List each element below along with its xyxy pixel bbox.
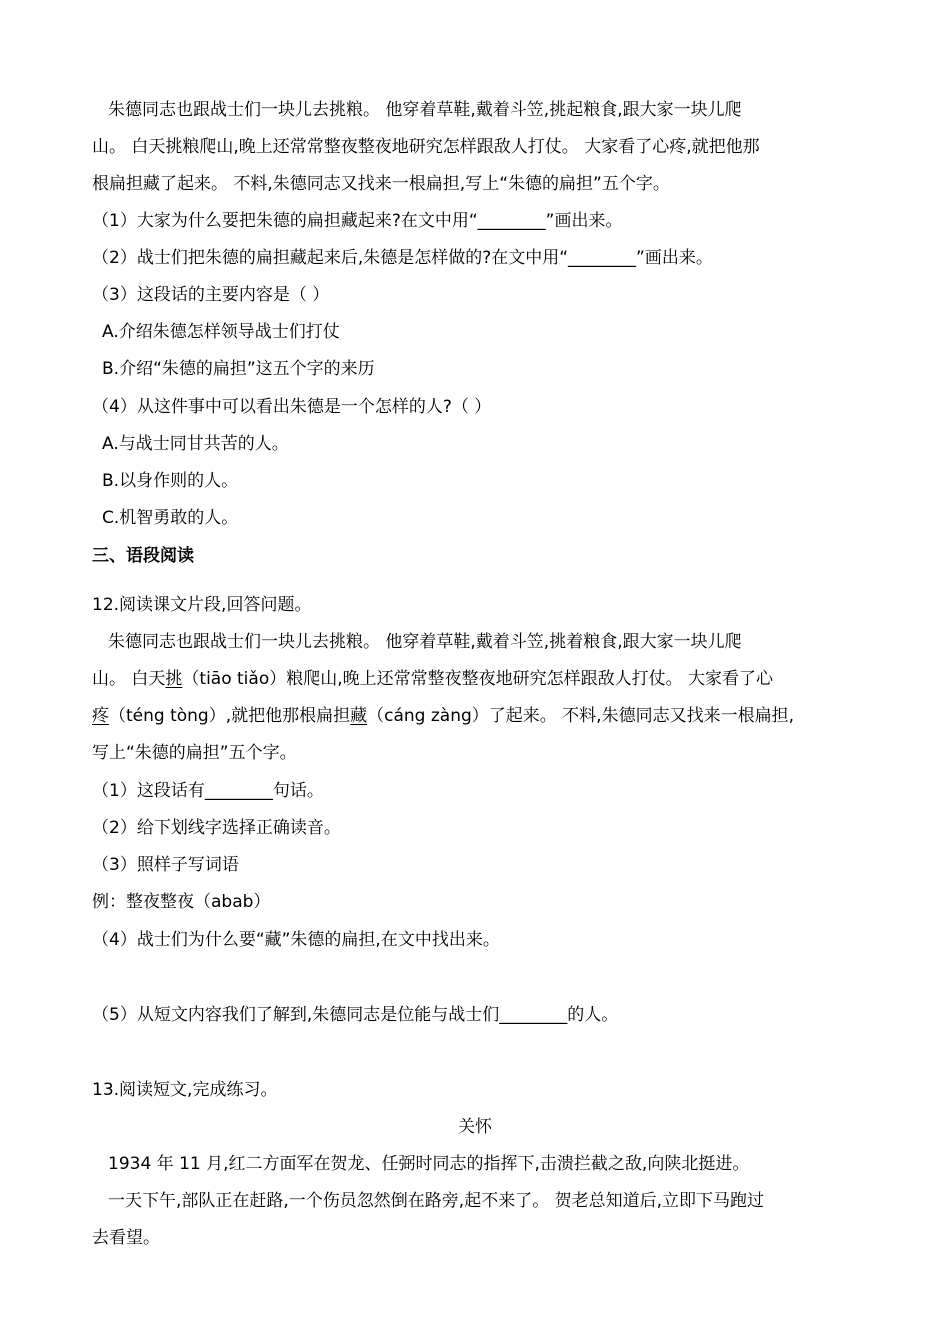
question-item: （4）从这件事中可以看出朱德是一个怎样的人?（ ） — [92, 397, 492, 417]
text-segment: （tiāo tiǎo）粮爬山,晚上还常常整夜整夜地研究怎样跟敌人打仗。 大家看了心 — [182, 669, 774, 689]
story-line: 1934 年 11 月,红二方面军在贺龙、任弼时同志的指挥下,击溃拦截之敌,向陕北挺进。 — [108, 1154, 750, 1174]
answer-option: A.介绍朱德怎样领导战士们打仗 — [102, 322, 340, 342]
text-segment: （téng tòng）,就把他那根扁担 — [109, 706, 351, 726]
question-title: 13.阅读短文,完成练习。 — [92, 1080, 278, 1100]
answer-option: B.以身作则的人。 — [102, 471, 239, 491]
question-title: 12.阅读课文片段,回答问题。 — [92, 595, 312, 615]
underlined-char: 挑 — [165, 669, 183, 689]
story-line: 一天下午,部队正在赶路,一个伤员忽然倒在路旁,起不来了。 贺老总知道后,立即下马跑过 — [108, 1191, 765, 1211]
question-item: （3）照样子写词语 — [92, 855, 239, 875]
passage-line: 写上“朱德的扁担”五个字。 — [92, 743, 297, 763]
passage-line: 朱德同志也跟战士们一块儿去挑粮。 他穿着草鞋,戴着斗笠,挑着粮食,跟大家一块儿爬 — [108, 632, 742, 652]
passage-line: 山。 白天挑粮爬山,晚上还常常整夜整夜地研究怎样跟敌人打仗。 大家看了心疼,就把他那 — [92, 137, 760, 157]
passage-line: 根扁担藏了起来。 不料,朱德同志又找来一根扁担,写上“朱德的扁担”五个字。 — [92, 174, 670, 194]
text-segment: （cáng zàng）了起来。 不料,朱德同志又找来一根扁担, — [367, 706, 794, 726]
story-title: 关怀 — [458, 1117, 492, 1137]
passage-line — [92, 668, 773, 690]
section-heading: 三、语段阅读 — [92, 546, 194, 566]
answer-option: A.与战士同甘共苦的人。 — [102, 434, 289, 454]
example-line: 例：整夜整夜（abab） — [92, 892, 271, 912]
question-item: （4）战士们为什么要“藏”朱德的扁担,在文中找出来。 — [92, 930, 500, 950]
text-segment: 山。 白天 — [92, 669, 166, 689]
question-item: （1）大家为什么要把朱德的扁担藏起来?在文中用“________”画出来。 — [92, 211, 623, 231]
question-item: （1）这段话有________句话。 — [92, 781, 324, 801]
passage-line — [92, 705, 794, 727]
answer-option: C.机智勇敢的人。 — [102, 508, 239, 528]
underlined-char: 疼 — [92, 706, 109, 726]
question-item: （3）这段话的主要内容是（ ） — [92, 285, 330, 305]
story-line: 去看望。 — [92, 1228, 160, 1248]
passage-line: 朱德同志也跟战士们一块儿去挑粮。 他穿着草鞋,戴着斗笠,挑起粮食,跟大家一块儿爬 — [108, 100, 742, 120]
question-item: （2）战士们把朱德的扁担藏起来后,朱德是怎样做的?在文中用“________”画出来。 — [92, 248, 713, 268]
underlined-char: 藏 — [350, 706, 368, 726]
answer-option: B.介绍“朱德的扁担”这五个字的来历 — [102, 359, 375, 379]
question-item: （2）给下划线字选择正确读音。 — [92, 818, 341, 838]
question-item: （5）从短文内容我们了解到,朱德同志是位能与战士们________的人。 — [92, 1005, 619, 1025]
